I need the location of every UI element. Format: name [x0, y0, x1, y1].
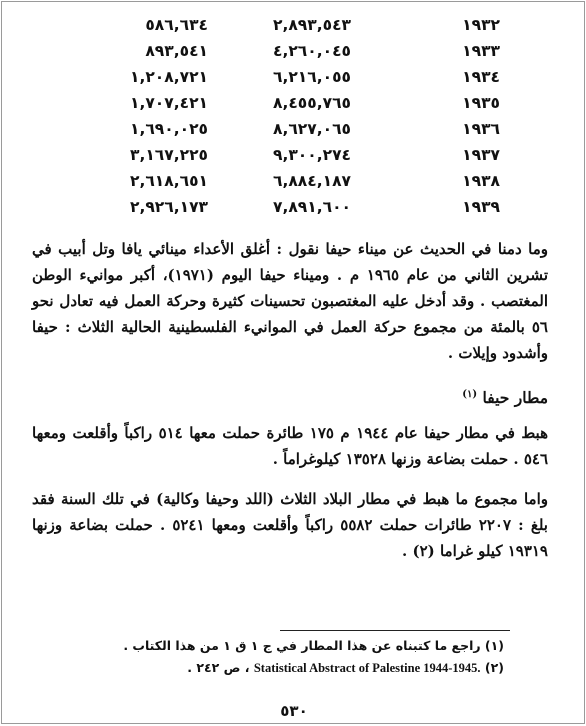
table-row	[2, 146, 586, 173]
value-cell: ١,٢٠٨,٧٢١	[130, 68, 208, 86]
value-cell: ٣,١٦٧,٢٢٥	[130, 146, 208, 164]
value-cell: ١,٦٩٠,٠٢٥	[130, 120, 208, 138]
year-cell: ١٩٣٥	[462, 94, 500, 112]
value-cell: ٨,٦٢٧,٠٦٥	[273, 120, 351, 138]
heading-text: مطار حيفا	[482, 388, 548, 407]
year-cell: ١٩٣٩	[462, 198, 500, 216]
value-cell: ٢,٨٩٣,٥٤٣	[273, 16, 351, 34]
value-cell: ٨٩٣,٥٤١	[145, 42, 208, 60]
table-row	[2, 120, 586, 147]
footnote-2-number: (٢)	[484, 660, 504, 675]
value-cell: ٢,٦١٨,٦٥١	[130, 172, 208, 190]
footnote-2	[187, 660, 504, 676]
table-row	[2, 198, 586, 225]
paragraph-haifa-airport: هبط في مطار حيفا عام ١٩٤٤ م ١٧٥ طائرة حملت معها ٥١٤ راكباً وأقلعت ومعها ٥٤٦ . حملت بضاعة وزنها ١٣٥٢٨ كيلوغراماً .	[32, 424, 548, 468]
year-cell: ١٩٣٧	[462, 146, 500, 164]
year-cell: ١٩٣٤	[462, 68, 500, 86]
table-row	[2, 68, 586, 95]
year-cell: ١٩٣٢	[462, 16, 500, 34]
table-row	[2, 94, 586, 121]
year-cell: ١٩٣٣	[462, 42, 500, 60]
value-cell: ٤,٢٦٠,٠٤٥	[273, 42, 351, 60]
page-number: ٥٣٠	[280, 702, 308, 720]
year-cell: ١٩٣٦	[462, 120, 500, 138]
section-heading	[462, 388, 548, 407]
table-row	[2, 16, 586, 43]
paragraph-haifa-port: وما دمنا في الحديث عن ميناء حيفا نقول : أغلق الأعداء مينائي يافا وتل أبيب في تشرين الثاني من عام ١٩٦٥ م . وميناء حيفا اليوم (١٩٧١)، أكبر موانيء الوطن المغتصب . وقد أدخل عليه المغتصبون تحسينات كثيرة وحركة العمل فيه تعادل نحو ٥٦ بالمئة من مجموع حركة العمل في الموانيء الفلسطينية الحالية الثلاث : حيفا وأشدود وإيلات .	[32, 240, 548, 362]
value-cell: ٨,٤٥٥,٧٦٥	[273, 94, 351, 112]
paragraph-three-airports: واما مجموع ما هبط في مطار البلاد الثلاث (اللد وحيفا وكالية) في تلك السنة فقد بلغ : ٢٢٠٧ طائرات حملت ٥٥٨٢ راكباً وأقلعت ومعها ٥٢٤١ . حملت بضاعة وزنها ١٩٣١٩ كيلو غراما (٢) .	[32, 490, 548, 560]
value-cell: ٥٨٦,٦٣٤	[145, 16, 208, 34]
footnote-2-source: Statistical Abstract of Palestine 1944-1945.	[253, 661, 481, 675]
value-cell: ١,٧٠٧,٤٢١	[130, 94, 208, 112]
value-cell: ٦,٨٨٤,١٨٧	[273, 172, 351, 190]
book-page	[1, 1, 585, 724]
footnote-2-page: ، ص ٢٤٢ .	[187, 660, 250, 675]
value-cell: ٩,٣٠٠,٢٧٤	[273, 146, 351, 164]
value-cell: ٧,٨٩١,٦٠٠	[273, 198, 351, 216]
table-row	[2, 42, 586, 69]
value-cell: ٦,٢١٦,٠٥٥	[273, 68, 351, 86]
value-cell: ٢,٩٢٦,١٧٣	[130, 198, 208, 216]
footnote-divider	[280, 630, 510, 631]
footnote-1: (١) راجع ما كتبناه عن هذا المطار في ج ١ ق ١ من هذا الكتاب .	[123, 638, 504, 653]
table-row	[2, 172, 586, 199]
heading-footnote-ref: (١)	[462, 388, 478, 400]
year-cell: ١٩٣٨	[462, 172, 500, 190]
